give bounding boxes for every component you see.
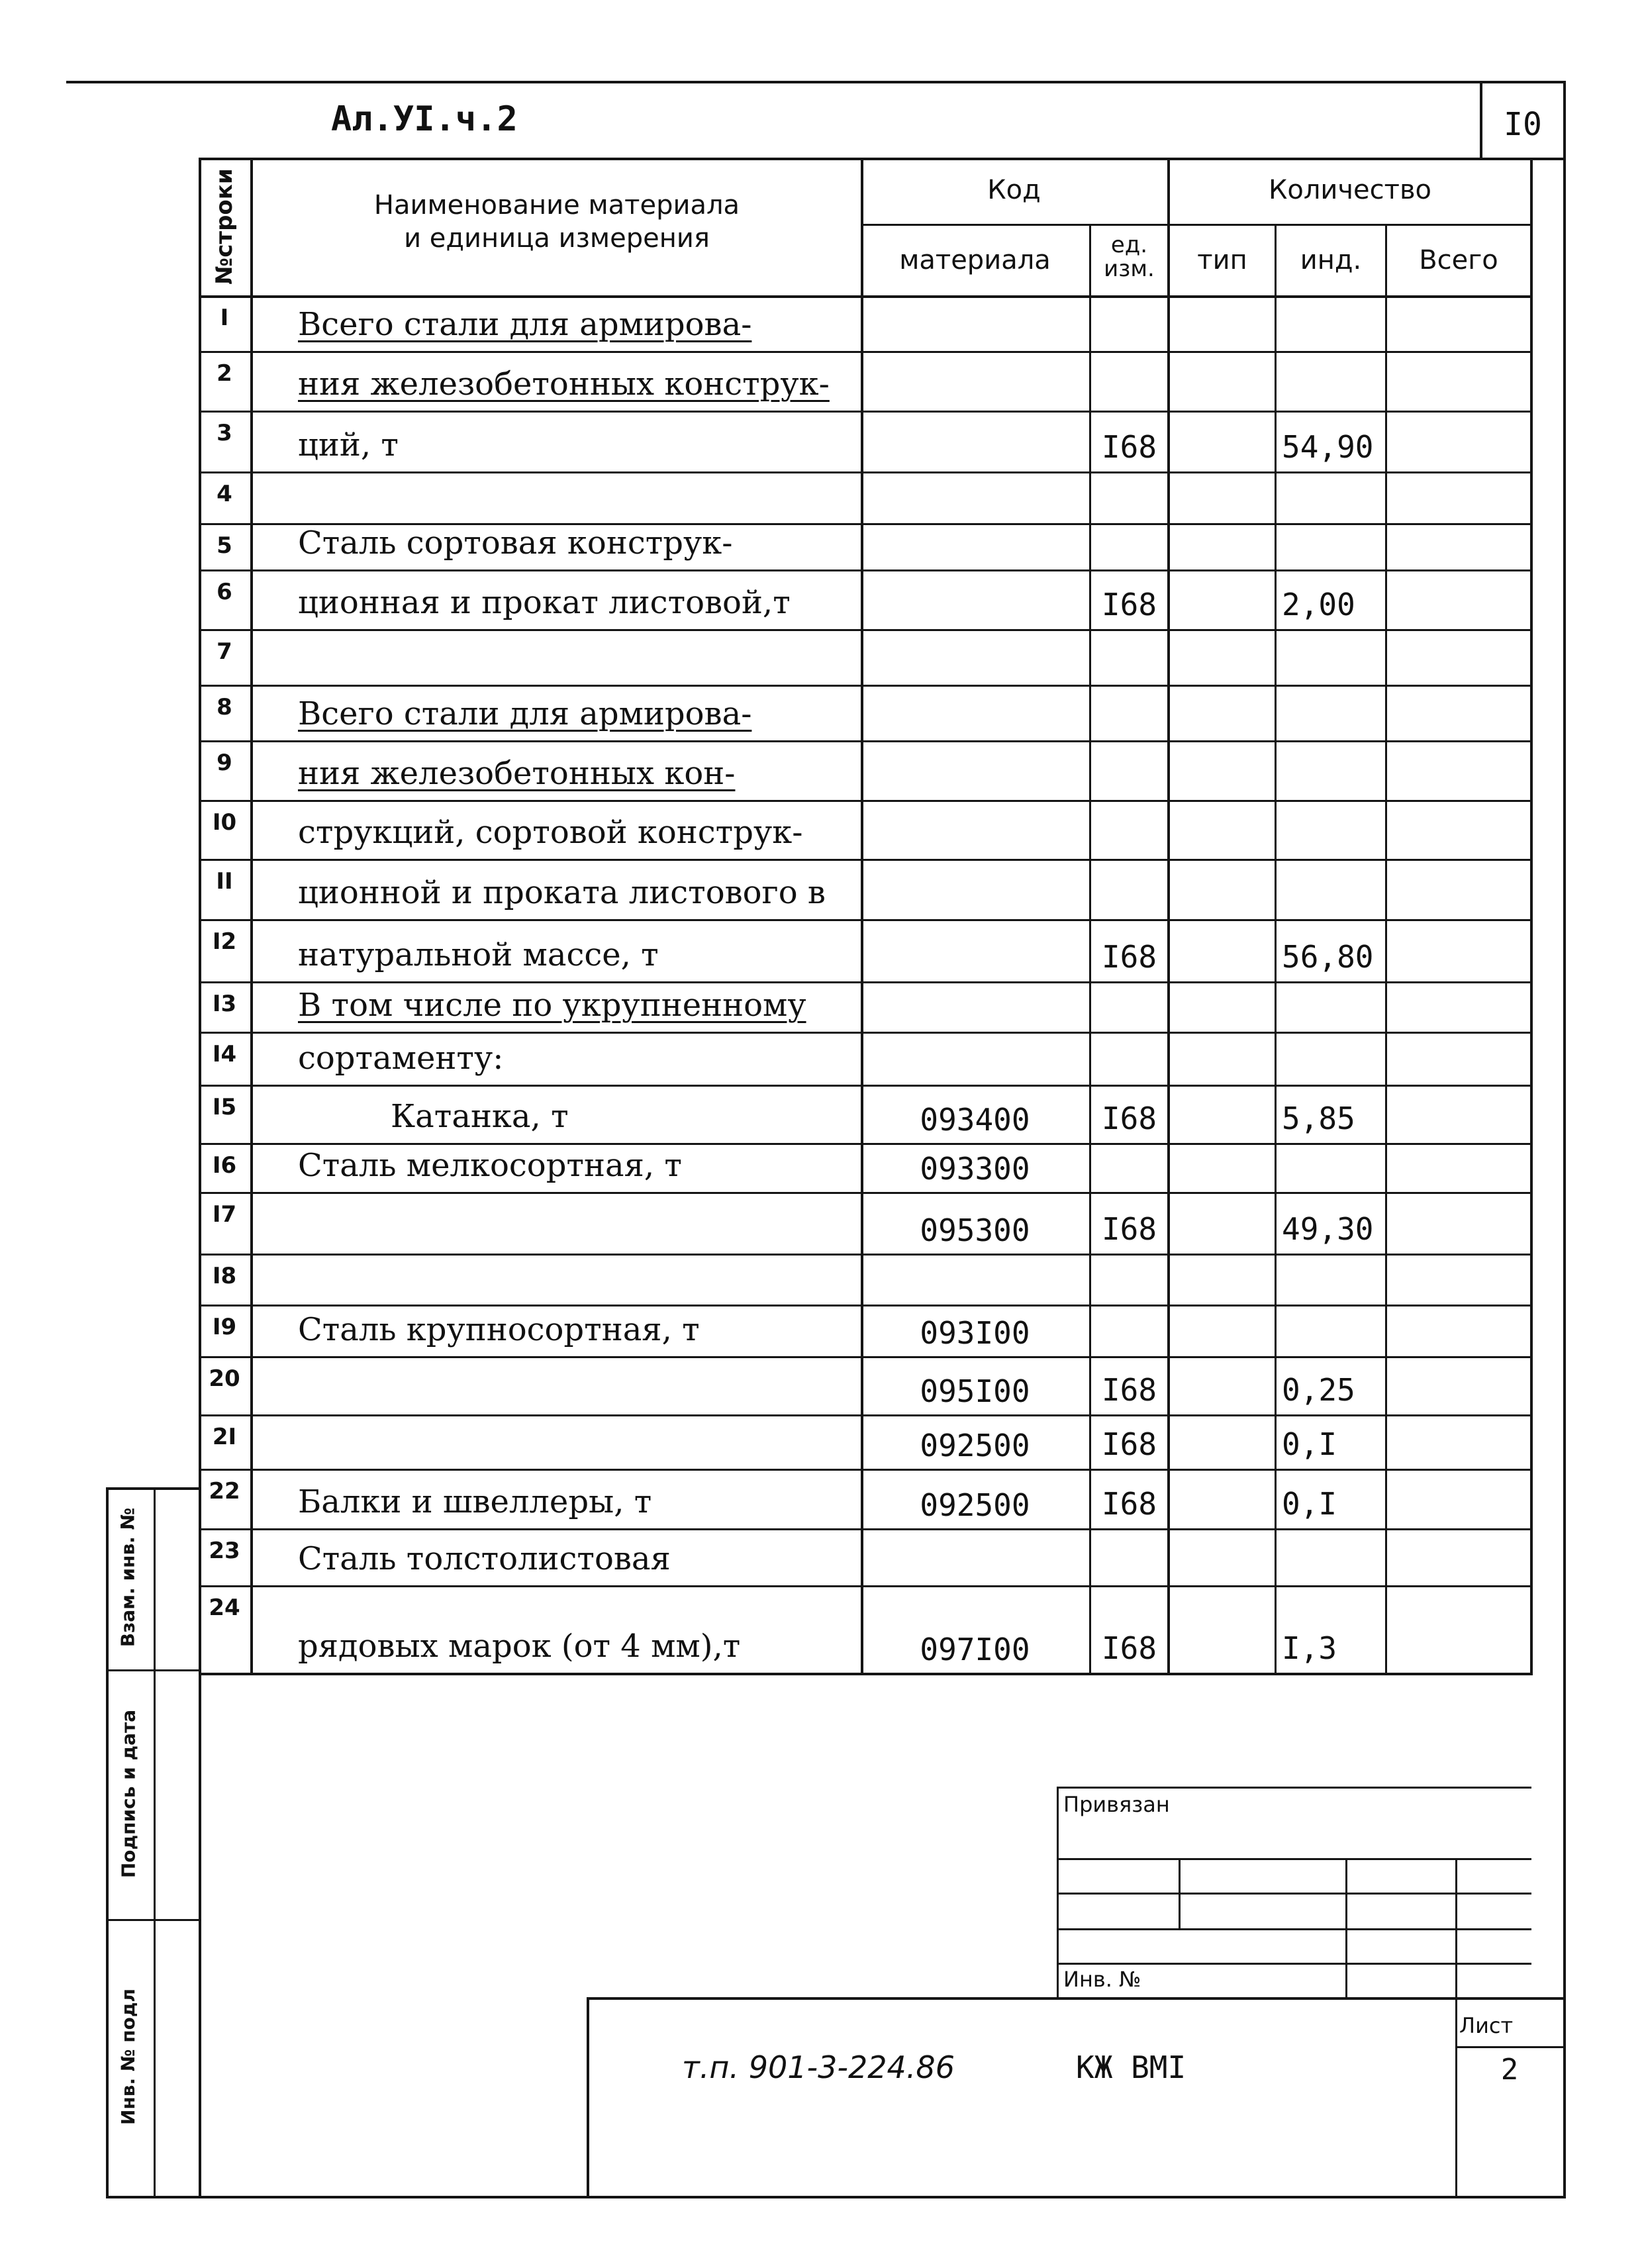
material-name: Сталь толстолистовая (298, 1540, 671, 1577)
row-number: 5 (217, 532, 232, 559)
unit-code: I68 (1101, 1211, 1157, 1247)
table-row (199, 1254, 1533, 1305)
row-number: I5 (212, 1094, 237, 1120)
row-number: 7 (217, 638, 232, 665)
material-code: 097I00 (920, 1632, 1030, 1667)
table-top-line (199, 158, 1566, 160)
row-number: 20 (209, 1365, 240, 1392)
inv-original-label: Инв. № подл (117, 1988, 139, 2126)
name-header: Наименование материала и единица измерения (373, 190, 740, 254)
sheet-label-line (1455, 2046, 1566, 2048)
table-row (199, 1414, 1533, 1469)
material-code: 092500 (920, 1487, 1030, 1523)
material-code: 093400 (920, 1102, 1030, 1138)
project-code: т.п. 901-3-224.86 (682, 2049, 955, 2085)
code-unit-header: ед. изм. (1104, 232, 1155, 282)
row-number: 24 (209, 1595, 240, 1621)
title-block-vline-2 (1345, 1858, 1347, 1998)
page-number: I0 (1504, 106, 1542, 143)
material-code: 093300 (920, 1151, 1030, 1187)
row-number: I8 (212, 1263, 237, 1289)
unit-code: I68 (1101, 1630, 1157, 1666)
table-row (199, 859, 1533, 919)
top-border-line (66, 81, 1566, 83)
title-main-left-line (587, 1997, 589, 2197)
material-name: Балки и швеллеры, т (298, 1483, 652, 1520)
code-header: Код (987, 175, 1041, 205)
row-number: I (220, 305, 229, 331)
material-name: Сталь мелкосортная, т (298, 1147, 682, 1184)
row-number: 6 (217, 579, 232, 605)
material-name: ций, т (298, 426, 399, 464)
side-stamp-mid-line (154, 1487, 156, 2198)
individual-quantity: 2,00 (1282, 587, 1355, 622)
table-row (199, 629, 1533, 685)
table-bottom-line (199, 1673, 1533, 1675)
signature-date-label: Подпись и дата (117, 1709, 140, 1879)
table-row (199, 1469, 1533, 1528)
quantity-header: Количество (1268, 175, 1431, 205)
row-number: I9 (212, 1314, 237, 1340)
table-row (199, 919, 1533, 981)
table-row (199, 685, 1533, 740)
replaced-inv-label: Взам. инв. № (117, 1507, 139, 1648)
sheet-label: Лист (1459, 2013, 1514, 2038)
material-name: ния железобетонных кон- (298, 755, 736, 792)
individual-quantity: 54,90 (1282, 429, 1374, 465)
row-number-header: №строки (211, 168, 238, 285)
title-block-line-2 (1057, 1893, 1531, 1895)
table-row (199, 351, 1533, 411)
row-number: 23 (209, 1538, 240, 1564)
row-number: 9 (217, 750, 232, 776)
page-number-box-line (1480, 81, 1482, 160)
row-number-header-cell (199, 158, 250, 295)
code-material-header: материала (899, 245, 1051, 275)
table-row (199, 411, 1533, 471)
material-name: Катанка, т (391, 1098, 569, 1135)
row-number: I0 (212, 809, 237, 836)
material-name: ния железобетонных конструк- (298, 366, 830, 403)
row-number: I7 (212, 1201, 237, 1228)
material-name: струкций, сортовой конструк- (298, 814, 803, 851)
table-row (199, 1528, 1533, 1585)
material-code: 092500 (920, 1428, 1030, 1463)
table-row (199, 800, 1533, 859)
unit-code: I68 (1101, 429, 1157, 465)
material-name: ционная и прокат листовой,т (298, 584, 791, 621)
title-block-line-1 (1057, 1858, 1531, 1860)
table-row (199, 1085, 1533, 1143)
unit-code: I68 (1101, 1486, 1157, 1522)
title-block-vline-3 (1455, 1858, 1457, 2196)
row-number: II (216, 868, 233, 895)
row-number: I2 (212, 928, 237, 955)
quantity-type-header: тип (1197, 245, 1247, 275)
row-number: 4 (217, 481, 232, 507)
table-row (199, 1192, 1533, 1254)
individual-quantity: 56,80 (1282, 939, 1374, 975)
material-name: натуральной массе, т (298, 936, 659, 973)
row-number: 2I (212, 1424, 237, 1450)
table-row (199, 1143, 1533, 1192)
row-number: 3 (217, 420, 232, 446)
inv-number-label: Инв. № (1063, 1967, 1141, 1992)
table-row (199, 295, 1533, 351)
material-name: Всего стали для армирова- (298, 306, 752, 343)
material-code: 093I00 (920, 1315, 1030, 1351)
material-name: Сталь сортовая конструк- (298, 524, 733, 562)
header-subline (861, 224, 1533, 226)
sheet-number: 2 (1500, 2053, 1519, 2087)
side-stamp-left-line (106, 1487, 109, 2198)
material-name: ционной и проката листового в (298, 874, 826, 911)
individual-quantity: I,3 (1282, 1630, 1337, 1666)
individual-quantity: 0,I (1282, 1426, 1337, 1462)
material-code: 095I00 (920, 1373, 1030, 1409)
individual-quantity: 49,30 (1282, 1211, 1374, 1247)
bottom-frame-line (106, 2196, 1566, 2198)
title-main-top-line (587, 1997, 1566, 2000)
table-row (199, 1585, 1533, 1673)
linked-label: Привязан (1063, 1792, 1170, 1817)
individual-quantity: 0,25 (1282, 1372, 1355, 1408)
unit-code: I68 (1101, 1372, 1157, 1408)
title-block-line-3 (1057, 1928, 1531, 1930)
material-name: Сталь крупносортная, т (298, 1311, 700, 1348)
quantity-total-header: Всего (1419, 245, 1498, 275)
unit-code: I68 (1101, 1426, 1157, 1462)
row-number: I4 (212, 1041, 237, 1067)
right-frame-line (1563, 81, 1566, 2196)
title-block-line-4 (1057, 1963, 1531, 1965)
table-row (199, 1305, 1533, 1356)
material-name: Всего стали для армирова- (298, 695, 752, 732)
individual-quantity: 5,85 (1282, 1101, 1355, 1136)
material-name: В том числе по укрупненному (298, 987, 806, 1024)
material-name: сортаменту: (298, 1040, 504, 1077)
table-row (199, 981, 1533, 1032)
table-row (199, 471, 1533, 523)
unit-code: I68 (1101, 1101, 1157, 1136)
row-number: I6 (212, 1152, 237, 1179)
title-block-top-line (1057, 1787, 1531, 1789)
table-row (199, 1032, 1533, 1085)
individual-quantity: 0,I (1282, 1486, 1337, 1522)
table-row (199, 569, 1533, 629)
document-code: Ал.УI.ч.2 (331, 99, 518, 139)
row-number: I3 (212, 991, 237, 1017)
title-block-vline-1 (1179, 1858, 1181, 1928)
row-number: 2 (217, 360, 232, 387)
unit-code: I68 (1101, 587, 1157, 622)
material-code: 095300 (920, 1212, 1030, 1248)
document-mark: КЖ ВМI (1076, 2049, 1186, 2085)
quantity-ind-header: инд. (1300, 245, 1362, 275)
material-name: рядовых марок (от 4 мм),т (298, 1628, 741, 1665)
table-row (199, 740, 1533, 800)
row-number: 8 (217, 694, 232, 720)
unit-code: I68 (1101, 939, 1157, 975)
table-row (199, 1356, 1533, 1414)
table-row (199, 523, 1533, 569)
row-number: 22 (209, 1478, 240, 1504)
